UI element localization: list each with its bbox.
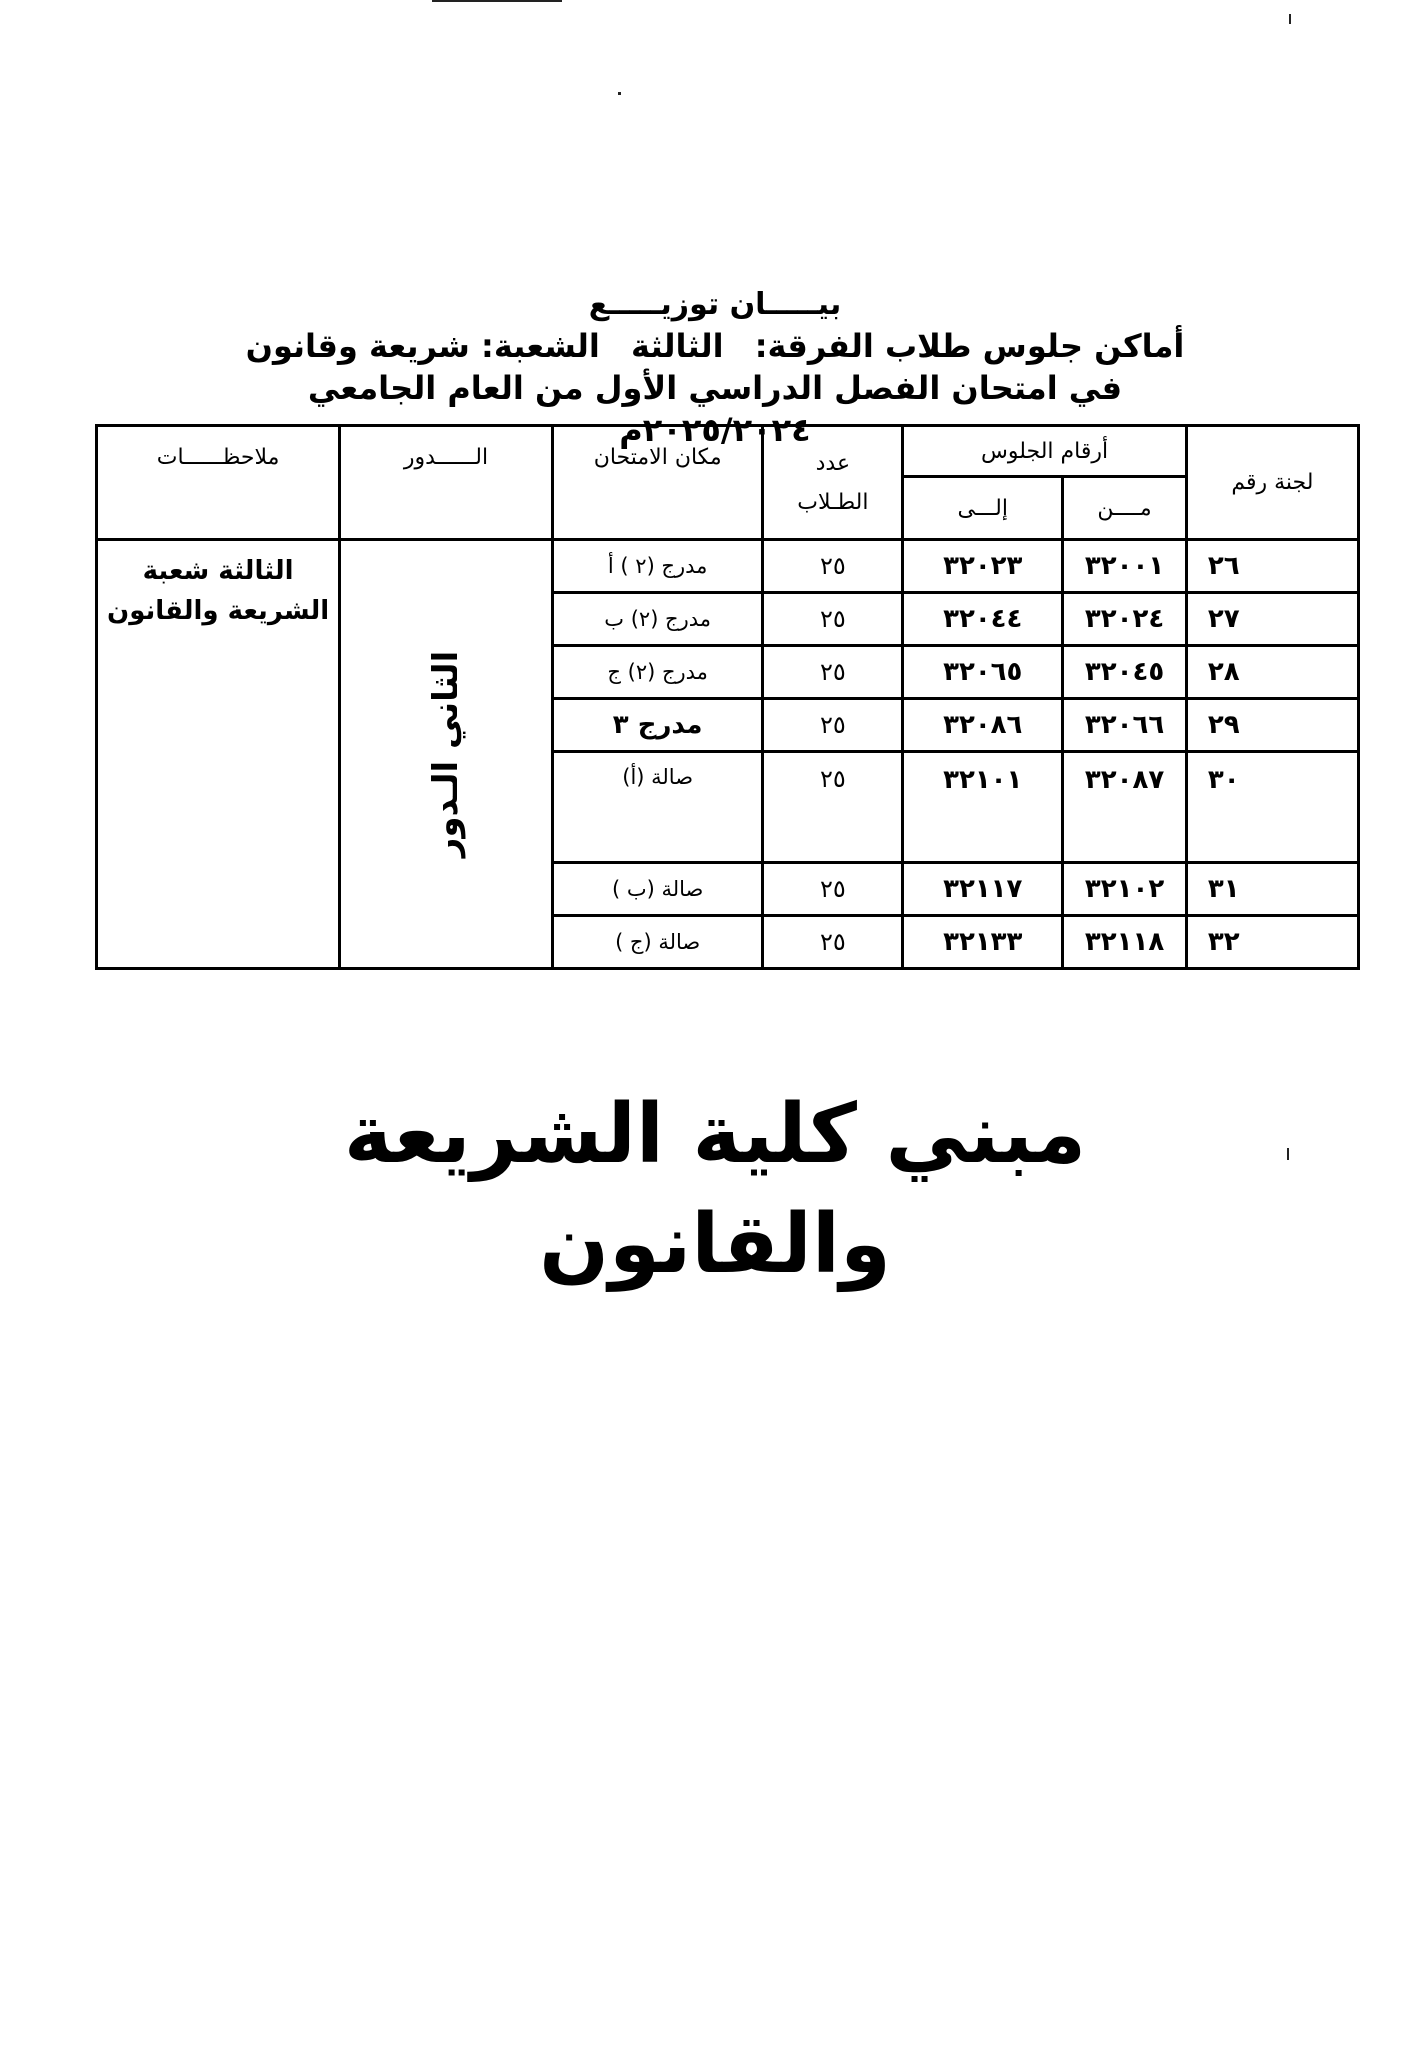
student-count: ٢٥ [763,863,903,916]
header-count-line2: الطـلاب [797,489,869,515]
seat-to: ٣٢١١٧ [903,863,1063,916]
committee-number: ٢٩ [1186,699,1358,752]
student-count: ٢٥ [763,540,903,593]
exam-place: مدرج (٢) ب [552,593,763,646]
seat-from: ٣٢٠٨٧ [1063,752,1187,863]
seat-from: ٣٢٠٢٤ [1063,593,1187,646]
header-from: مــــن [1063,477,1187,540]
header-committee: لجنة رقم [1186,426,1358,540]
building-name: مبني كلية الشريعة والقانون [343,1087,1087,1292]
floor-cell [340,540,553,969]
seat-to: ٣٢٠٦٥ [903,646,1063,699]
notes-line2: الشريعة والقانون [107,596,330,626]
student-count: ٢٥ [763,752,903,863]
notes-cell [97,540,340,969]
exam-place: صالة (ج ) [552,916,763,969]
header-academic-year: ٢٠٢٥/٢٠٢٤م [619,411,811,449]
seat-from: ٣٢٠٦٦ [1063,699,1187,752]
student-count: ٢٥ [763,593,903,646]
exam-place: صالة (ب ) [552,863,763,916]
header-notes: ملاحظــــــات [97,426,340,540]
committee-number: ٣٢ [1186,916,1358,969]
header-seat-numbers: أرقام الجلوس [903,426,1187,477]
seat-to: ٣٢٠٤٤ [903,593,1063,646]
header-count-line1: عدد [815,450,851,476]
header-exam-label: في امتحان الفصل الدراسي الأول من العام الجامعي [307,369,1123,407]
committee-number: ٢٨ [1186,646,1358,699]
seating-table [95,424,1360,970]
seat-from: ٣٢١١٨ [1063,916,1187,969]
seat-to: ٣٢٠٨٦ [903,699,1063,752]
scan-mark-right [1289,14,1291,24]
scan-mark-top [432,0,562,2]
header-to: إلـــى [903,477,1063,540]
committee-number: ٣١ [1186,863,1358,916]
header-division: الشعبة: شريعة وقانون [245,327,600,365]
floor-value: الثاني الـدور [425,650,466,858]
committee-number: ٣٠ [1186,752,1358,863]
exam-place: صالة (أ) [552,752,763,863]
exam-place: مدرج (٢) ج [552,646,763,699]
header-subtitle [200,325,1230,367]
seat-to: ٣٢١٠١ [903,752,1063,863]
exam-place: مدرج (٢ ) أ [552,540,763,593]
committee-number: ٢٦ [1186,540,1358,593]
seat-from: ٣٢٠٠١ [1063,540,1187,593]
header-year-level: الثالثة [631,327,724,365]
seat-to: ٣٢٠٢٣ [903,540,1063,593]
scan-mark-footer [1287,1148,1289,1160]
header-exam-place: مكان الامتحان [552,426,763,540]
student-count: ٢٥ [763,646,903,699]
student-count: ٢٥ [763,699,903,752]
seat-to: ٣٢١٣٣ [903,916,1063,969]
header-floor: الــــــدور [340,426,553,540]
seat-from: ٣٢١٠٢ [1063,863,1187,916]
header-title: بيـــــان توزيـــــع [588,287,842,322]
header-student-count [763,426,903,540]
header-seating-label: أماكن جلوس طلاب الفرقة: [754,327,1185,365]
scan-mark-dot [618,92,621,95]
committee-number: ٢٧ [1186,593,1358,646]
notes-line1: الثالثة شعبة [142,556,294,586]
table-row [97,540,1359,593]
seat-from: ٣٢٠٤٥ [1063,646,1187,699]
exam-place: مدرج ٣ [552,699,763,752]
student-count: ٢٥ [763,916,903,969]
